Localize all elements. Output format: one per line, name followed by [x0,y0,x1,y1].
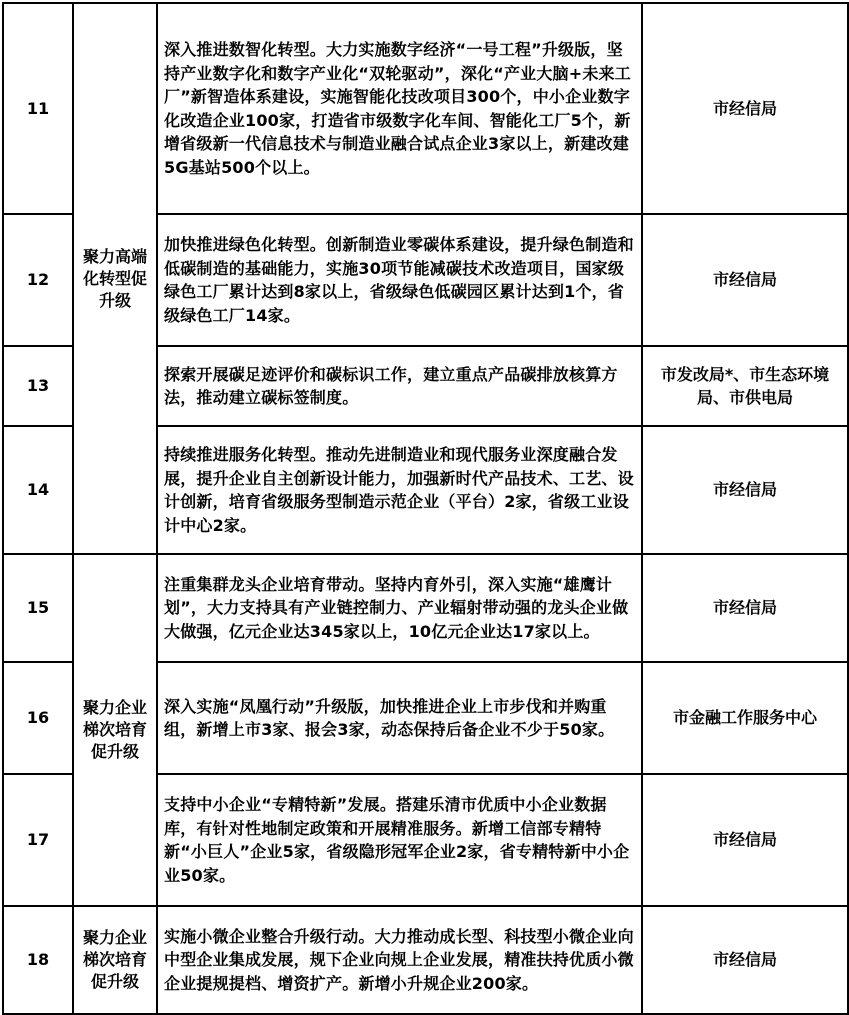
row-number: 17 [3,774,73,906]
row-number: 11 [3,3,73,214]
task-description: 加快推进绿色化转型。创新制造业零碳体系建设，提升绿色制造和低碳制造的基础能力，实施30项节能减碳技术改造项目，国家级绿色工厂累计达到8家以上，省级绿色低碳园区累计达到1个，省级绿色工厂14家。 [157,214,642,346]
responsible-department: 市发改局*、市生态环境局、市供电局 [642,346,848,426]
task-description: 注重集群龙头企业培育带动。坚持内育外引，深入实施“雄鹰计划”，大力支持具有产业链控制力、产业辐射带动强的龙头企业做大做强，亿元企业达345家以上，10亿元企业达17家以上。 [157,554,642,662]
table-row [3,554,848,662]
task-description: 实施小微企业整合升级行动。大力推动成长型、科技型小微企业向中型企业集成发展，规下企业向规上企业发展，精准扶持优质小微企业提规提档、增资扩产。新增小升规企业200家。 [157,906,642,1014]
category-cell: 聚力企业梯次培育促升级 [73,906,157,1014]
task-description: 探索开展碳足迹评价和碳标识工作，建立重点产品碳排放核算方法，推动建立碳标签制度。 [157,346,642,426]
responsible-department: 市经信局 [642,906,848,1014]
task-description: 深入实施“凤凰行动”升级版，加快推进企业上市步伐和并购重组，新增上市3家、报会3家，动态保持后备企业不少于50家。 [157,662,642,774]
task-table [2,2,849,1015]
responsible-department: 市经信局 [642,426,848,554]
task-description: 深入推进数智化转型。大力实施数字经济“一号工程”升级版，坚持产业数字化和数字产业化“双轮驱动”，深化“产业大脑+未来工厂”新智造体系建设，实施智能化技改项目300个，中小企业数字化改造企业100家，打造省市级数字化车间、智能化工厂5个，新增省级新一代信息技术与制造业融合试点企业3家以上，新建改建5G基站500个以上。 [157,3,642,214]
row-number: 13 [3,346,73,426]
table-row [3,3,848,214]
responsible-department: 市金融工作服务中心 [642,662,848,774]
responsible-department: 市经信局 [642,554,848,662]
row-number: 18 [3,906,73,1014]
category-cell: 聚力高端化转型促升级 [73,3,157,554]
responsible-department: 市经信局 [642,774,848,906]
row-number: 15 [3,554,73,662]
task-description: 持续推进服务化转型。推动先进制造业和现代服务业深度融合发展，提升企业自主创新设计能力，加强新时代产品技术、工艺、设计创新，培育省级服务型制造示范企业（平台）2家，省级工业设计中心2家。 [157,426,642,554]
row-number: 14 [3,426,73,554]
responsible-department: 市经信局 [642,3,848,214]
task-description: 支持中小企业“专精特新”发展。搭建乐清市优质中小企业数据库，有针对性地制定政策和开展精准服务。新增工信部专精特新“小巨人”企业5家，省级隐形冠军企业2家，省专精特新中小企业50家。 [157,774,642,906]
table-row [3,906,848,1014]
responsible-department: 市经信局 [642,214,848,346]
row-number: 16 [3,662,73,774]
category-cell: 聚力企业梯次培育促升级 [73,554,157,906]
row-number: 12 [3,214,73,346]
